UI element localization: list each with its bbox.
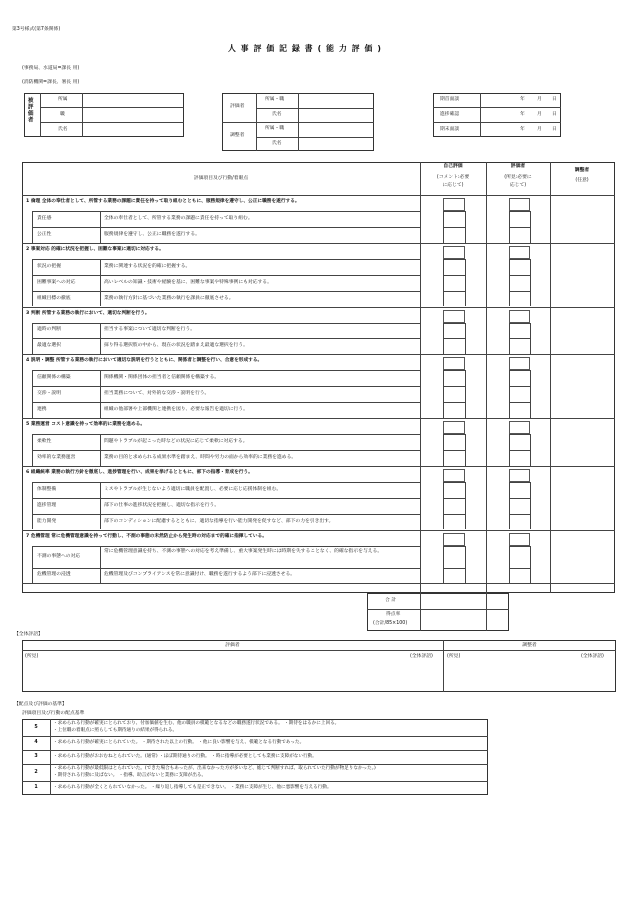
evaluatee-field-name: 氏名 [58,127,68,132]
overall-evaluator-grade: (全体評語) [410,654,433,659]
evaluator-comment-cell[interactable] [509,275,530,291]
header-adjuster-sub: (任意) [575,178,589,183]
evaluator-score-box[interactable] [509,421,530,434]
evaluator-score-box[interactable] [509,533,530,546]
criteria-score: 3 [34,754,38,759]
date-day-3: 日 [552,127,557,132]
self-comment-cell[interactable] [443,386,465,402]
item-description: 組織の他部署や上部機関と連携を図り、必要な報告を適切に行う。 [104,407,248,413]
adjuster-field-name: 氏名 [272,141,282,146]
category-heading: 3 判断 所管する業務の執行において、適切な判断を行う。 [26,310,150,316]
item-description: 危機管理及びコンプライアンスを常に意識付け、職務を遂行するよう部下に浸透させる。 [104,572,296,578]
self-comment-cell[interactable] [443,402,465,418]
criteria-score: 1 [34,785,38,790]
date-year-1: 年 [520,97,525,102]
total-label: 合 計 [385,598,397,603]
criteria-line: ・求められる行動が確実にとられていた。 ・期待された以上の行動。 ・他に良い影響を与え、模範となる行動であった。 [53,740,305,745]
item-description: 部下のコンディションに配慮するとともに、適切な指導を行い能力開発を促すなど、部下の力を引き出す。 [104,518,334,524]
item-name: 責任感 [37,215,52,221]
self-comment-cell[interactable] [443,338,465,354]
evaluator-comment-cell[interactable] [509,386,530,402]
self-score-box[interactable] [443,533,465,546]
evaluator-comment-cell[interactable] [509,434,530,450]
evaluator-field-name: 氏名 [272,112,282,117]
item-description: 担当業務について、対外的な交渉・説明を行う。 [104,391,210,397]
criteria-line: ・求められる行動が確実にとられており、付加価値を生む、他の職員の模範となるなどの職務遂行状況である。 ・期待をはるかに上回る。 [53,721,340,726]
date-year-2: 年 [520,112,525,117]
item-name: 信頼関係の構築 [37,375,71,381]
self-score-box[interactable] [443,469,465,482]
criteria-line: ・求められる行動が全くとられていなかった。 ・繰り返し指導しても是正できない。 ・業務に支障が生じ、他に悪影響を与える行動。 [53,785,332,790]
item-description: 関係機関・関係団体の担当者と信頼関係を構築する。 [104,375,220,381]
header-self-sub1: (コメント:必要 [436,175,470,180]
evaluator-score-box[interactable] [509,469,530,482]
item-description: 部下の仕事の進捗状況を把握し、適切な指示を行う。 [104,502,220,508]
scope-line-2: (消防機関=課長、署長 用) [22,80,80,85]
item-name: 能力開発 [37,518,57,524]
self-comment-cell[interactable] [443,450,465,466]
interview-end: 期末面談 [440,127,460,132]
overall-adjuster-findings: (所見) [447,654,461,659]
evaluator-comment-cell[interactable] [509,498,530,514]
date-day-2: 日 [552,112,557,117]
header-evaluator-sub2: 応じて) [509,183,527,188]
self-comment-cell[interactable] [443,514,465,530]
criteria-line: ・求められる行動が最低限はとられていた。(できた場合もあったが、出来なかった方が多いなど、総じて判断すれば、取られていた行動が物足りなかった。) [53,766,376,771]
evaluatee-field-affiliation: 所属 [58,97,68,102]
overall-evaluator-findings: (所見) [25,654,39,659]
header-evaluator: 評価者 [510,164,526,169]
date-month-1: 月 [537,97,542,102]
score-rate-formula: (合計/85×100) [373,621,408,626]
self-comment-cell[interactable] [443,434,465,450]
item-name: 柔軟性 [37,438,52,444]
item-description: 問題やトラブルが起こった時などの状況に応じて柔軟に対応する。 [104,438,248,444]
item-name: 不測の事態への対応 [37,553,81,559]
category-heading: 7 危機管理 常に危機管理意識を持って行動し、不測の事態の未然防止から発生時の対応まで的確に指揮している。 [26,533,267,539]
date-month-3: 月 [537,127,542,132]
page-title: 人事評価記録書(能力評価) [228,44,386,53]
evaluator-score-box[interactable] [509,310,530,323]
item-description: 担当する事案について適切な判断を行う。 [104,327,196,333]
item-description: 服務規律を遵守し、公正に職務を遂行する。 [104,231,200,237]
adjuster-label: 調整者 [230,133,245,138]
header-self: 自己評価 [443,164,463,169]
self-comment-cell[interactable] [443,259,465,275]
category-heading: 6 組織統率 業務の執行方針を徹底し、進捗管理を行い、成果を挙げるとともに、部下の指導・育成を行う。 [26,469,253,475]
date-year-3: 年 [520,127,525,132]
self-comment-cell[interactable] [443,370,465,386]
evaluator-comment-cell[interactable] [509,338,530,354]
item-name: 進捗管理 [37,502,57,508]
criteria-score: 5 [34,724,38,730]
self-score-box[interactable] [443,198,465,211]
category-heading: 5 業務運営 コスト意識を持って効率的に業務を進める。 [26,422,146,427]
date-month-2: 月 [537,112,542,117]
overall-adjuster-grade: (全体評語) [581,654,604,659]
evaluator-score-box[interactable] [509,246,530,259]
evaluator-score-box[interactable] [509,357,530,370]
item-name: 状況の把握 [37,263,61,269]
item-name: 交渉・説明 [37,391,61,397]
evaluatee-label: 被評価者 [26,97,33,124]
evaluator-comment-cell[interactable] [509,514,530,530]
header-items: 評価項目及び行動/着眼点 [193,176,249,181]
evaluator-comment-cell[interactable] [509,370,530,386]
evaluatee-box [24,93,184,137]
self-score-box[interactable] [443,421,465,434]
evaluator-comment-cell[interactable] [509,227,530,243]
evaluator-comment-cell[interactable] [509,291,530,307]
item-description: 業務に関連する状況を的確に把握する。 [104,263,191,269]
score-rate-label: 得点率 [386,612,401,617]
evaluator-grade-box[interactable] [410,664,442,691]
item-name: 組織目標の徹底 [37,295,71,301]
category-heading: 1 倫理 全体の奉仕者として、所管する業務の課題に責任を持って取り組むとともに、服務規律を遵守し、公正に職務を遂行する。 [26,199,300,204]
item-name: 適時の判断 [37,327,61,333]
self-comment-cell[interactable] [443,546,465,568]
item-description: 業務の執行方針に基づいた業務の執行を課員に徹底させる。 [104,295,234,301]
self-comment-cell[interactable] [443,498,465,514]
evaluator-comment-cell[interactable] [509,450,530,466]
evaluator-field-affiliation: 所属・職 [265,97,285,102]
self-comment-cell[interactable] [443,291,465,307]
item-description: ミスやトラブルが生じないよう適切に職員を配置し、必要に応じ応援体制を組む。 [104,486,282,492]
item-name: 効率的な業務運営 [37,454,76,460]
criteria-score: 4 [34,740,38,745]
form-number: 第3号様式(第7条関係) [12,27,61,32]
scope-line-1: (事務局、水道局=課長 用) [22,66,80,71]
evaluator-comment-cell[interactable] [509,259,530,275]
interview-progress: 進捗確認 [440,112,460,117]
self-comment-cell[interactable] [443,482,465,498]
adjuster-field-affiliation: 所属・職 [265,126,285,131]
self-score-box[interactable] [443,246,465,259]
item-description: 業務の目的と求められる成果水準を踏まえ、時間や労力の面から効率的に業務を進める。 [104,454,297,460]
self-comment-cell[interactable] [443,323,465,339]
item-description: 常に危機管理意識を持ち、不測の事態への対応を考え準備し、重大事案発生時には時期を失することなく、的確な指示を与える。 [104,548,383,554]
criteria-line: ・上位職の着眼点に照らしても期待通りの結果が得られる。 [53,728,178,733]
item-description: 高いレベルの知識・技術や経験を基に、困難な事案や特殊事例にも対応する。 [104,279,272,285]
self-comment-cell[interactable] [443,211,465,227]
category-heading: 4 説明・調整 所管する業務の執行において適切な説明を行うとともに、関係者と調整を行い、合意を形成する。 [26,358,263,364]
overall-evaluator: 評価者 [225,643,240,648]
self-comment-cell[interactable] [443,275,465,291]
evaluator-comment-cell[interactable] [509,568,530,584]
item-description: 採り得る選択肢の中から、現在の状況を踏まえ最適な選択を行う。 [104,343,248,349]
criteria-line: ・期待される行動に及ばない。 ・指導、助言がないと業務に支障が出る。 [53,773,207,778]
self-score-box[interactable] [443,357,465,370]
date-day-1: 日 [552,97,557,102]
criteria-score: 2 [34,769,38,775]
criteria-line: ・求められる行動がおおむねとられていた。(通常) ・ほぼ期待通りの行動。 ・時に指導が必要としても業務に支障がない行動。 [53,754,317,759]
evaluator-comment-cell[interactable] [509,546,530,568]
evaluator-comment-cell[interactable] [509,211,530,227]
item-name: 危機管理の浸透 [37,572,71,578]
evaluator-label: 評価者 [230,104,245,109]
adjuster-grade-box[interactable] [581,664,615,691]
criteria-subtitle: 評価項目及び行動の配点基準 [22,711,85,716]
criteria-section: 【配点及び評価の基準】 [14,702,67,707]
self-score-box[interactable] [443,310,465,323]
overall-section: 【全体評語】 [14,632,43,637]
item-name: 体制整備 [37,486,57,492]
item-description: 全体の奉仕者として、所管する業務の課題に責任を持って取り組む。 [104,215,253,221]
self-comment-cell[interactable] [443,227,465,243]
header-adjuster: 調整者 [574,168,590,173]
evaluator-comment-cell[interactable] [509,323,530,339]
evaluator-comment-cell[interactable] [509,482,530,498]
item-name: 連携 [37,407,47,413]
evaluator-score-box[interactable] [509,198,530,211]
header-evaluator-sub1: (所見:必要に [504,175,532,180]
header-self-sub2: に応じて) [442,183,464,188]
item-name: 困難事案への対応 [37,279,76,285]
evaluator-comment-cell[interactable] [509,402,530,418]
overall-adjuster: 調整者 [522,643,537,648]
category-heading: 2 事案対応 的確に状況を把握し、困難な事案に適切に対応する。 [26,246,164,252]
interview-start: 期首面談 [440,97,460,102]
item-name: 最適な選択 [37,343,61,349]
evaluatee-field-title: 職 [60,112,65,117]
self-comment-cell[interactable] [443,568,465,584]
item-name: 公正性 [37,231,52,237]
